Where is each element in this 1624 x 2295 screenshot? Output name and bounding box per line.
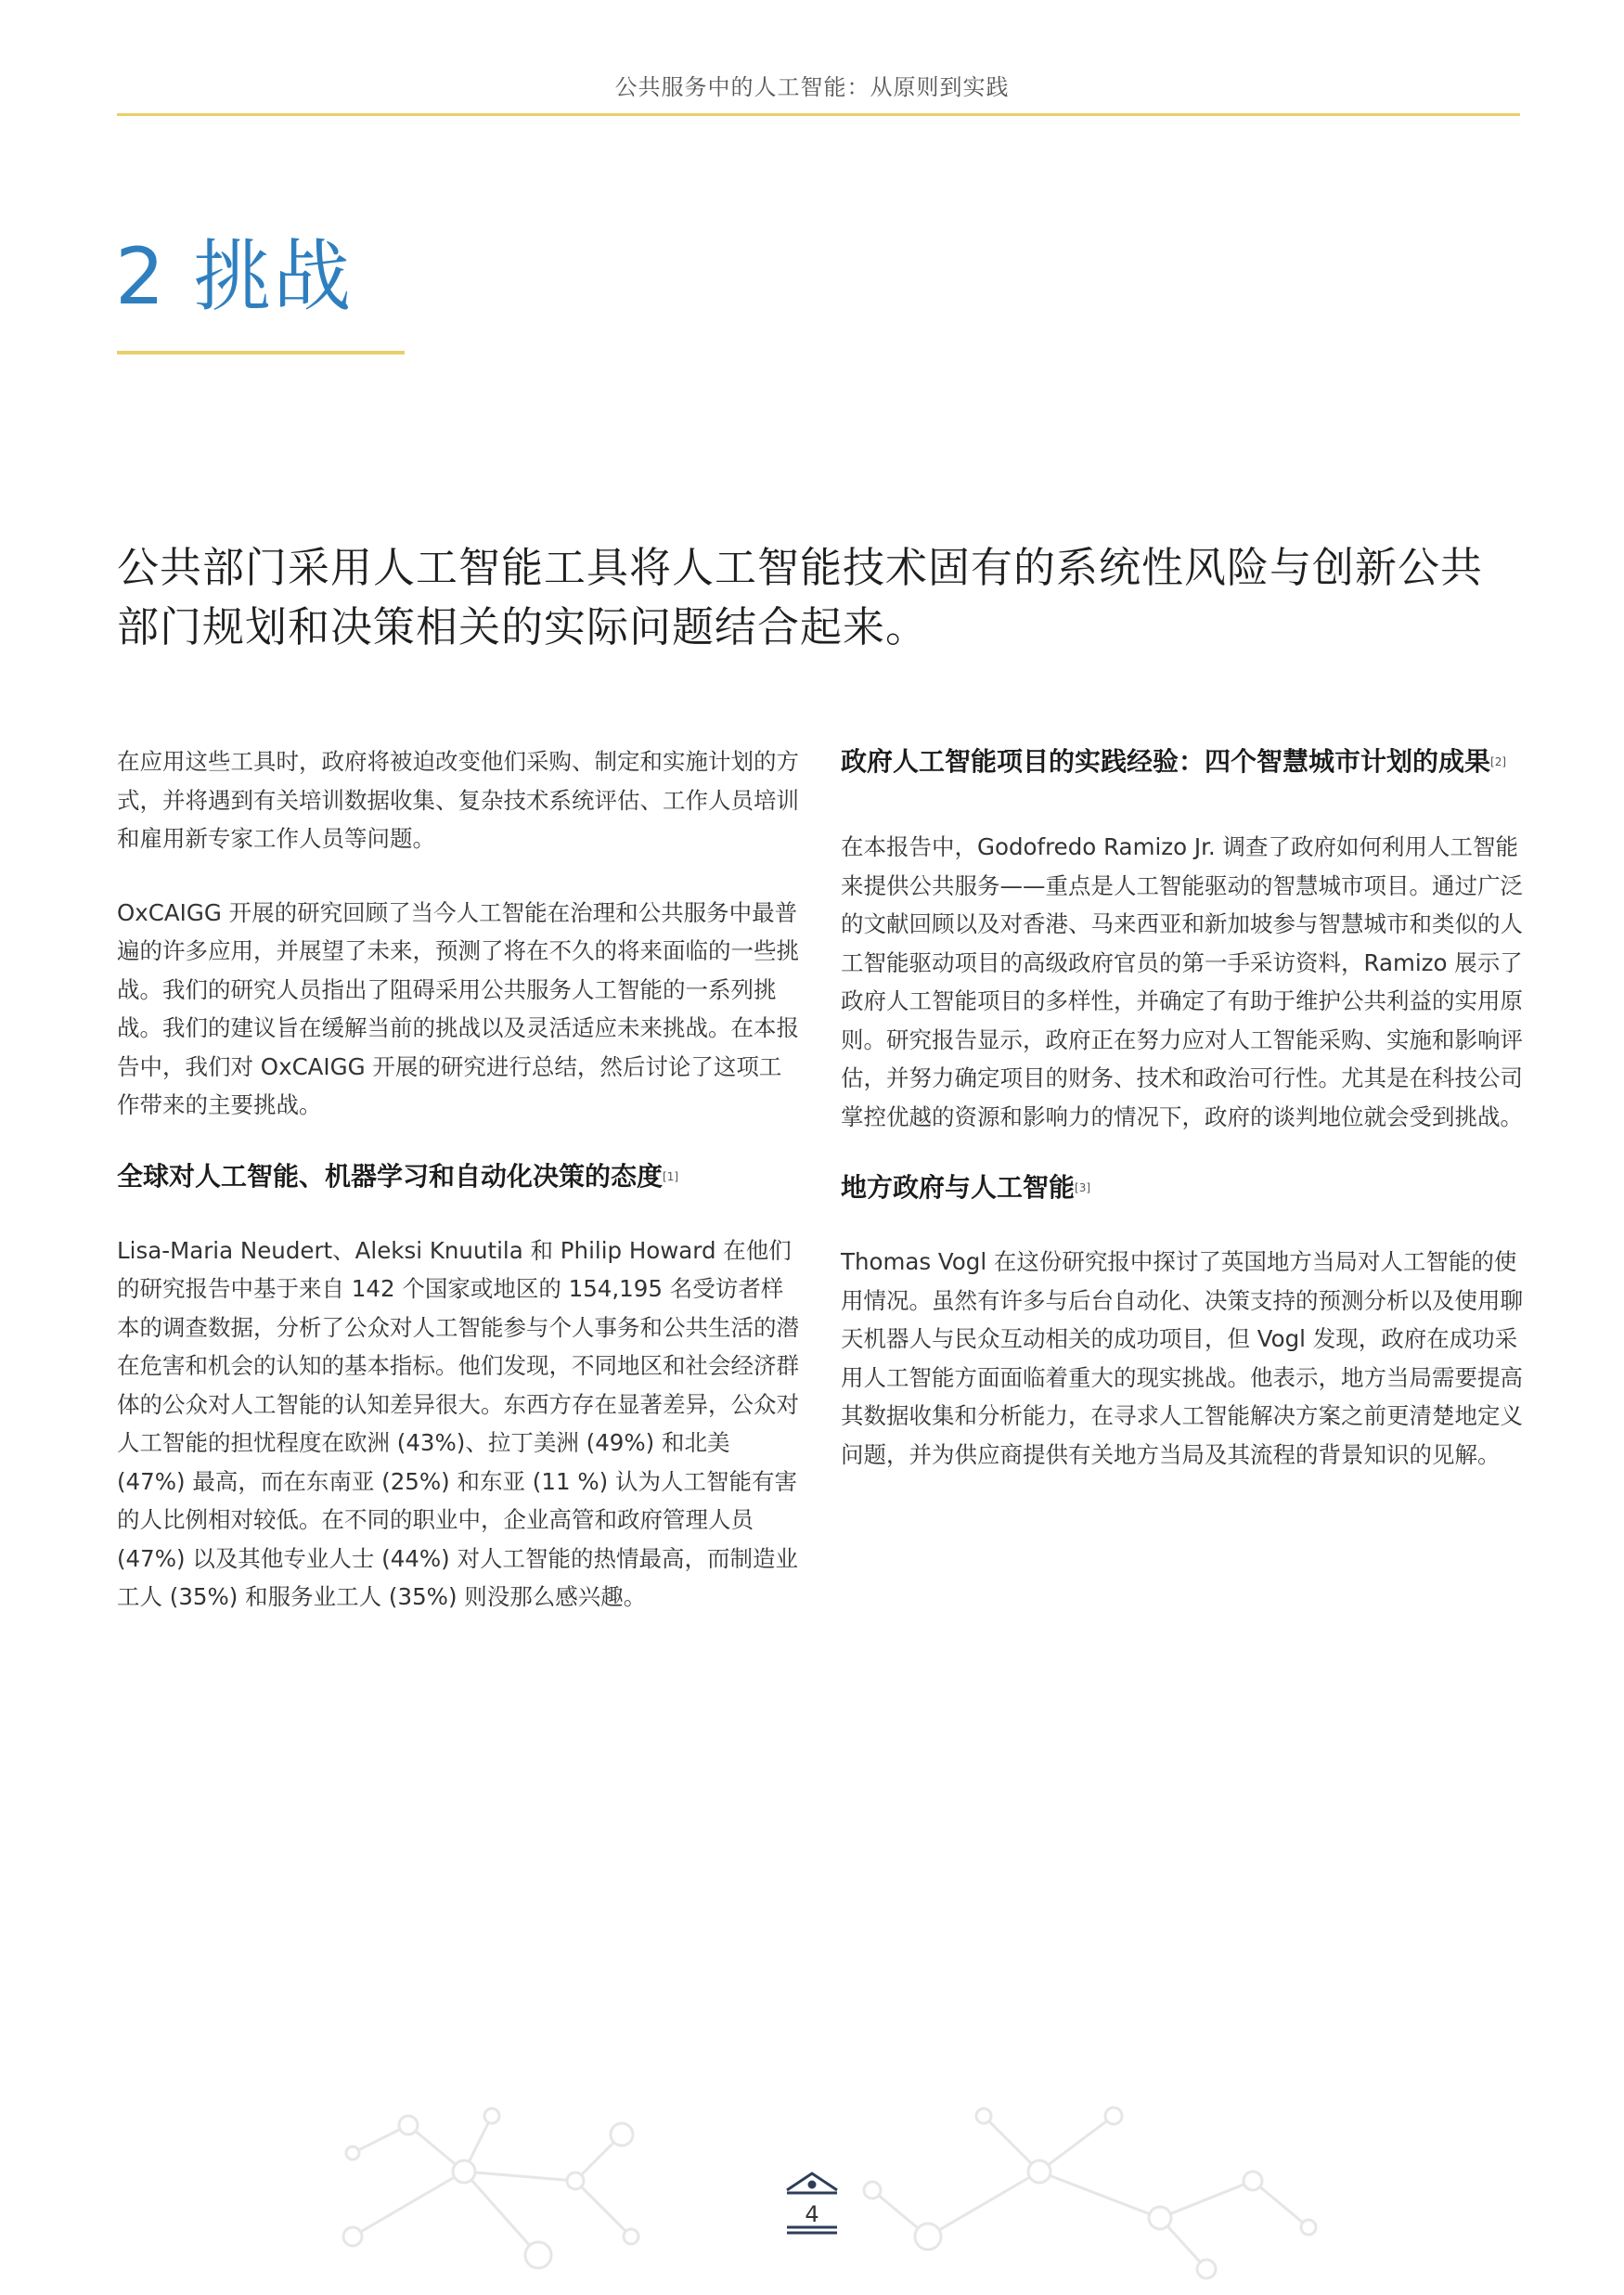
section-heading-global-attitudes: 全球对人工智能、机器学习和自动化决策的态度[1] bbox=[117, 1160, 679, 1192]
section-body-local-government: Thomas Vogl 在这份研究报中探讨了英国地方当局对人工智能的使用情况。虽然有许多与后台自动化、决策支持的预测分析以及使用聊天机器人与民众互动相关的成功项目，但 Vogl 发现，政府在成功采用人工智能方面面临着重大的现实挑战。他表示，地方当局需要提高其数据收集和分析能力，在寻求人工智能解决方案之前更清楚地定义问题，并为供应商提供有关地方当局及其流程的背景知识的见解。 bbox=[841, 1248, 1523, 1468]
page-number: 4 bbox=[805, 2201, 819, 2227]
running-header: 公共服务中的人工智能：从原则到实践 bbox=[614, 74, 1010, 100]
section-body-smart-cities: 在本报告中，Godofredo Ramizo Jr. 调查了政府如何利用人工智能来提供公共服务——重点是人工智能驱动的智慧城市项目。通过广泛的文献回顾以及对香港、马来西亚和新加坡参与智慧城市和类似的人工智能驱动项目的高级政府官员的第一手采访资料，Ramizo 展示了政府人工智能项目的多样性，并确定了有助于维护公共利益的实用原则。研究报告显示，政府正在努力应对人工智能采购、实施和影响评估，并努力确定项目的财务、技术和政治可行性。尤其是在科技公司掌控优越的资源和影响力的情况下，政府的谈判地位就会受到挑战。 bbox=[841, 833, 1523, 1130]
network-nodes-decoration-icon bbox=[278, 2097, 1346, 2283]
section-heading-smart-cities: 政府人工智能项目的实践经验：四个智慧城市计划的成果[2] bbox=[841, 746, 1507, 777]
footnote-ref-1[interactable]: [1] bbox=[663, 1169, 679, 1183]
intro-paragraph-1: 在应用这些工具时，政府将被迫改变他们采购、制定和实施计划的方式，并将遇到有关培训数据收集、复杂技术系统评估、工作人员培训和雇用新专家工作人员等问题。 bbox=[117, 748, 799, 852]
lead-paragraph: 公共部门采用人工智能工具将人工智能技术固有的系统性风险与创新公共部门规划和决策相关的实际问题结合起来。 bbox=[117, 543, 1484, 651]
title-rule bbox=[117, 351, 405, 355]
section-heading-local-government: 地方政府与人工智能[3] bbox=[841, 1172, 1091, 1203]
section-body-global-attitudes: Lisa-Maria Neudert、Aleksi Knuutila 和 Philip Howard 在他们的研究报告中基于来自 142 个国家或地区的 154,195 名受访者样本的调查数据，分析了公众对人工智能参与个人事务和公共生活的潜在危害和机会的认知的基本指标。他们发现，不同地区和社会经济群体的公众对人工智能的认知差异很大。东西方存在显著差异，公众对人工智能的担忧程度在欧洲 (43%)、拉丁美洲 (49%) 和北美 (47%) 最高，而在东南亚 (25%) 和东亚 (11 %) 认为人工智能有害的人比例相对较低。在不同的职业中，企业高管和政府管理人员 (47%) 以及其他专业人士 (44%) 对人工智能的热情最高，而制造业工人 (35%) 和服务业工人 (35%) 则没那么感兴趣。 bbox=[117, 1236, 799, 1610]
chapter-title: 2 挑战 bbox=[115, 231, 354, 322]
footnote-ref-2[interactable]: [2] bbox=[1490, 755, 1507, 768]
header-rule bbox=[117, 113, 1520, 116]
left-column bbox=[117, 742, 804, 1617]
footnote-ref-3[interactable]: [3] bbox=[1075, 1181, 1091, 1194]
intro-paragraph-2: OxCAIGG 开展的研究回顾了当今人工智能在治理和公共服务中最普遍的许多应用，并展望了未来，预测了将在不久的将来面临的一些挑战。我们的研究人员指出了阻碍采用公共服务人工智能的一系列挑战。我们的建议旨在缓解当前的挑战以及灵活适应未来挑战。在本报告中，我们对 OxCAIGG 开展的研究进行总结，然后讨论了这项工作带来的主要挑战。 bbox=[117, 898, 799, 1118]
right-column bbox=[841, 742, 1527, 1474]
